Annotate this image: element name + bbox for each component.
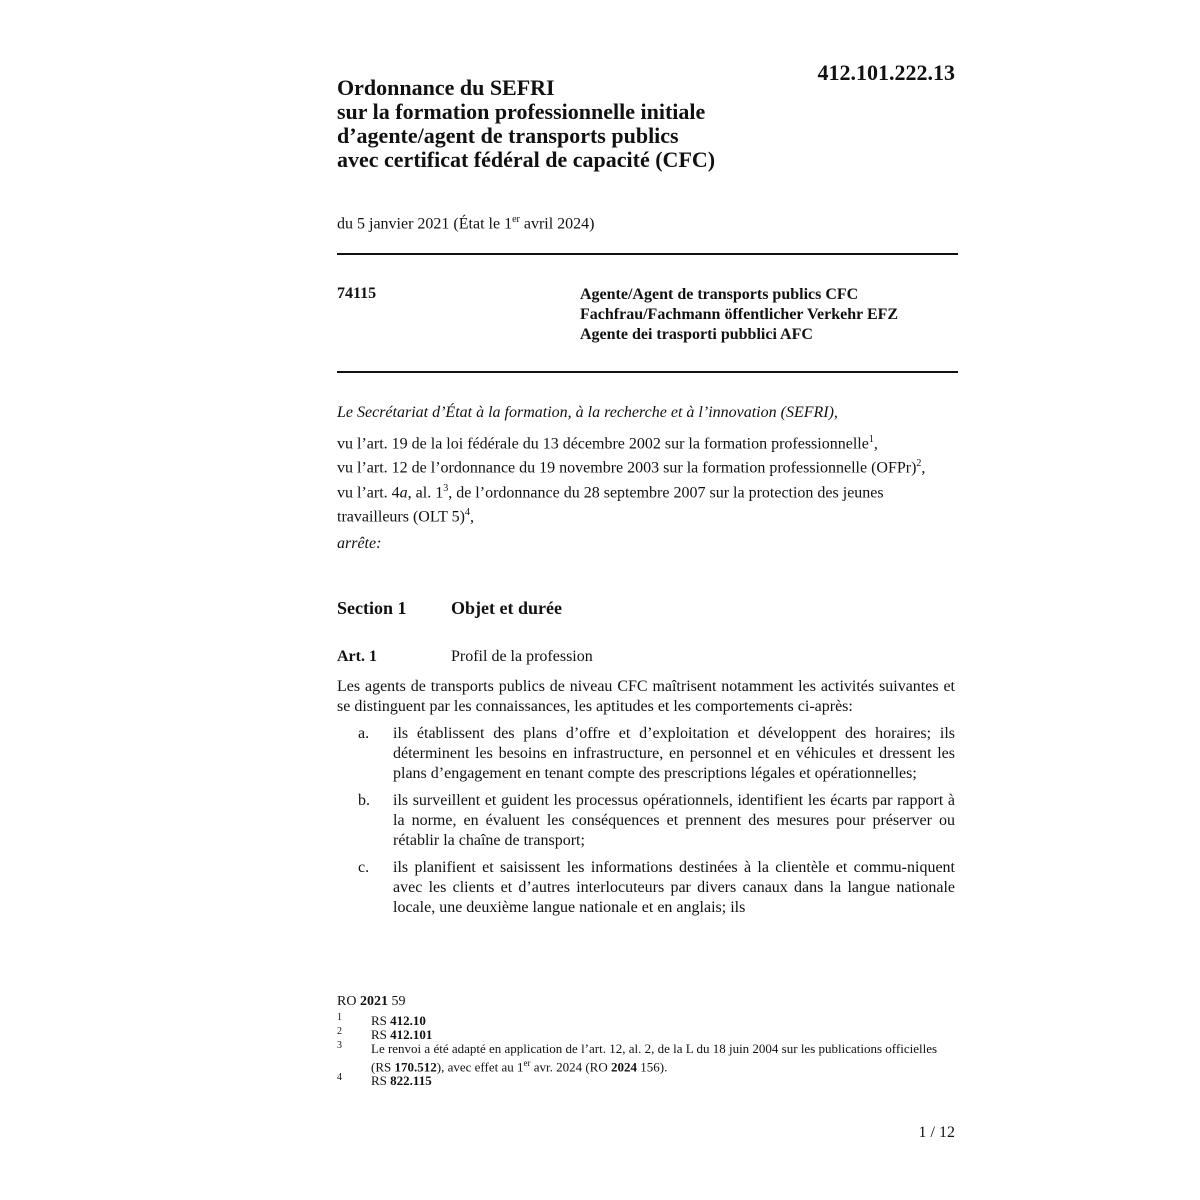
document-title [337,76,797,172]
considerant-text: vu l’art. 12 de l’ordonnance du 19 novembre 2003 sur la formation professionnelle (OFPr) [337,459,917,477]
considerant-end: , [469,508,474,526]
footnote-ref-link[interactable]: 170.512 [394,1059,437,1075]
ro-year: 2021 [359,994,388,1009]
list-marker: a. [358,725,370,742]
footnote-ref-link[interactable]: 412.101 [390,1027,433,1042]
preamble-considerant [337,479,957,528]
date-prefix: du 5 janvier 2021 (État le 1 [337,215,513,233]
footnote-text: RS [371,1073,391,1089]
date-suffix: avril 2024) [519,215,595,233]
profession-name-fr: Agente/Agent de transports publics CFC [580,286,859,303]
article-label: Art. 1 [337,648,377,665]
footnote-ref[interactable]: 4 [464,506,470,518]
preamble-closing: arrête: [337,535,382,553]
footnote-ref[interactable]: 2 [916,458,922,470]
profession-name-de: Fachfrau/Fachmann öffentlicher Verkehr EFZ [580,306,899,323]
section-heading [337,598,562,619]
list-item [337,791,955,851]
title-line: d’agente/agent de transports publics [337,123,679,148]
article-title: Profil de la profession [451,648,593,665]
profession-code: 74115 [337,285,377,302]
considerant-text: , de l’ordonnance du 28 septembre 2007 sur la protection des jeunes travailleurs (OLT 5) [337,483,884,526]
list-marker: c. [358,859,370,876]
footnote-number: 2 [337,1026,342,1037]
preamble [337,403,957,554]
date-sup: er [512,214,520,225]
article-heading [337,648,593,666]
footnote-ref-link[interactable]: 822.115 [390,1073,432,1089]
footnote [337,1074,957,1088]
footnote-text: ), avec effet au 1 [436,1059,524,1075]
footnote-ref-link[interactable]: 2024 [611,1059,637,1075]
profession-name-it: Agente dei trasporti pubblici AFC [580,326,813,343]
document-date [337,214,595,233]
article-body [337,677,955,918]
considerant-text: vu l’art. 4 [337,483,400,501]
list-item-text: ils planifient et saisissent les informations destinées à la clientèle et commu-niquent avec les clients et d’autres interlocuteurs par divers canaux dans la langue nationale locale, une deuxième langue nationale et en anglais; ils [393,859,955,916]
list-item [337,724,955,784]
title-line: Ordonnance du SEFRI [337,75,555,100]
divider [337,371,958,373]
section-label: Section 1 [337,598,407,618]
page-number: 1 / 12 [918,1124,955,1141]
section-title: Objet et durée [451,598,562,618]
footnotes [337,1014,957,1088]
profession-names [580,285,898,345]
list-item-text: ils établissent des plans d’offre et d’exploitation et développent des horaires; ils déterminent les besoins en infrastructure, en personnel et en véhicules et dressent les plans d’engagement en tenant compte des prescriptions légales et opérationnelles; [393,725,955,782]
considerant-italic: a [399,483,408,501]
considerant-end: , [921,459,926,477]
footnote-text: 156). [637,1059,668,1075]
ro-reference [337,994,405,1010]
footnote-sup: er [523,1058,531,1068]
footnote-number: 4 [337,1072,342,1084]
footnote-ref[interactable]: 1 [868,434,874,445]
list-item-text: ils surveillent et guident les processus opérationnels, identifient les écarts par rapport à la norme, en évaluent les conséquences et prennent des mesures pour préserver ou rétablir la chaîne de transport; [393,792,955,849]
ro-prefix: RO [337,994,360,1009]
preamble-considerant [337,454,957,478]
ro-page: 59 [387,994,406,1009]
preamble-authority: Le Secrétariat d’État à la formation, à la recherche et à l’innovation (SEFRI), [337,404,838,421]
footnote-text: RS [371,1013,391,1028]
considerant-text: , al. 1 [407,483,444,501]
list-marker: b. [358,792,370,809]
considerant-text: vu l’art. 19 de la loi fédérale du 13 décembre 2002 sur la formation professionnelle [337,435,869,453]
article-intro: Les agents de transports publics de niveau CFC maîtrisent notamment les activités suivantes et se distinguent par les connaissances, les aptitudes et les comportements ci-après: [337,678,955,715]
footnote [337,1014,957,1028]
footnote-text: RS [371,1027,391,1042]
preamble-considerant [337,430,957,454]
footnote-text: Le renvoi a été adapté en application de l’art. 12, al. 2, de la L du 18 juin 2004 sur les publications officielles (RS [371,1041,938,1075]
title-line: avec certificat fédéral de capacité (CFC) [337,147,716,172]
footnote-ref[interactable]: 3 [443,482,449,494]
footnote [337,1028,957,1042]
footnote [337,1042,957,1074]
footnote-text: avr. 2024 (RO [530,1059,611,1075]
title-line: sur la formation professionnelle initiale [337,99,706,124]
divider [337,253,958,255]
footnote-ref-link[interactable]: 412.10 [390,1013,426,1028]
list-item [337,858,955,918]
sr-number: 412.101.222.13 [817,60,955,85]
footnote-number: 3 [337,1040,342,1051]
footnote-number: 1 [337,1012,342,1023]
considerant-end: , [873,435,878,453]
